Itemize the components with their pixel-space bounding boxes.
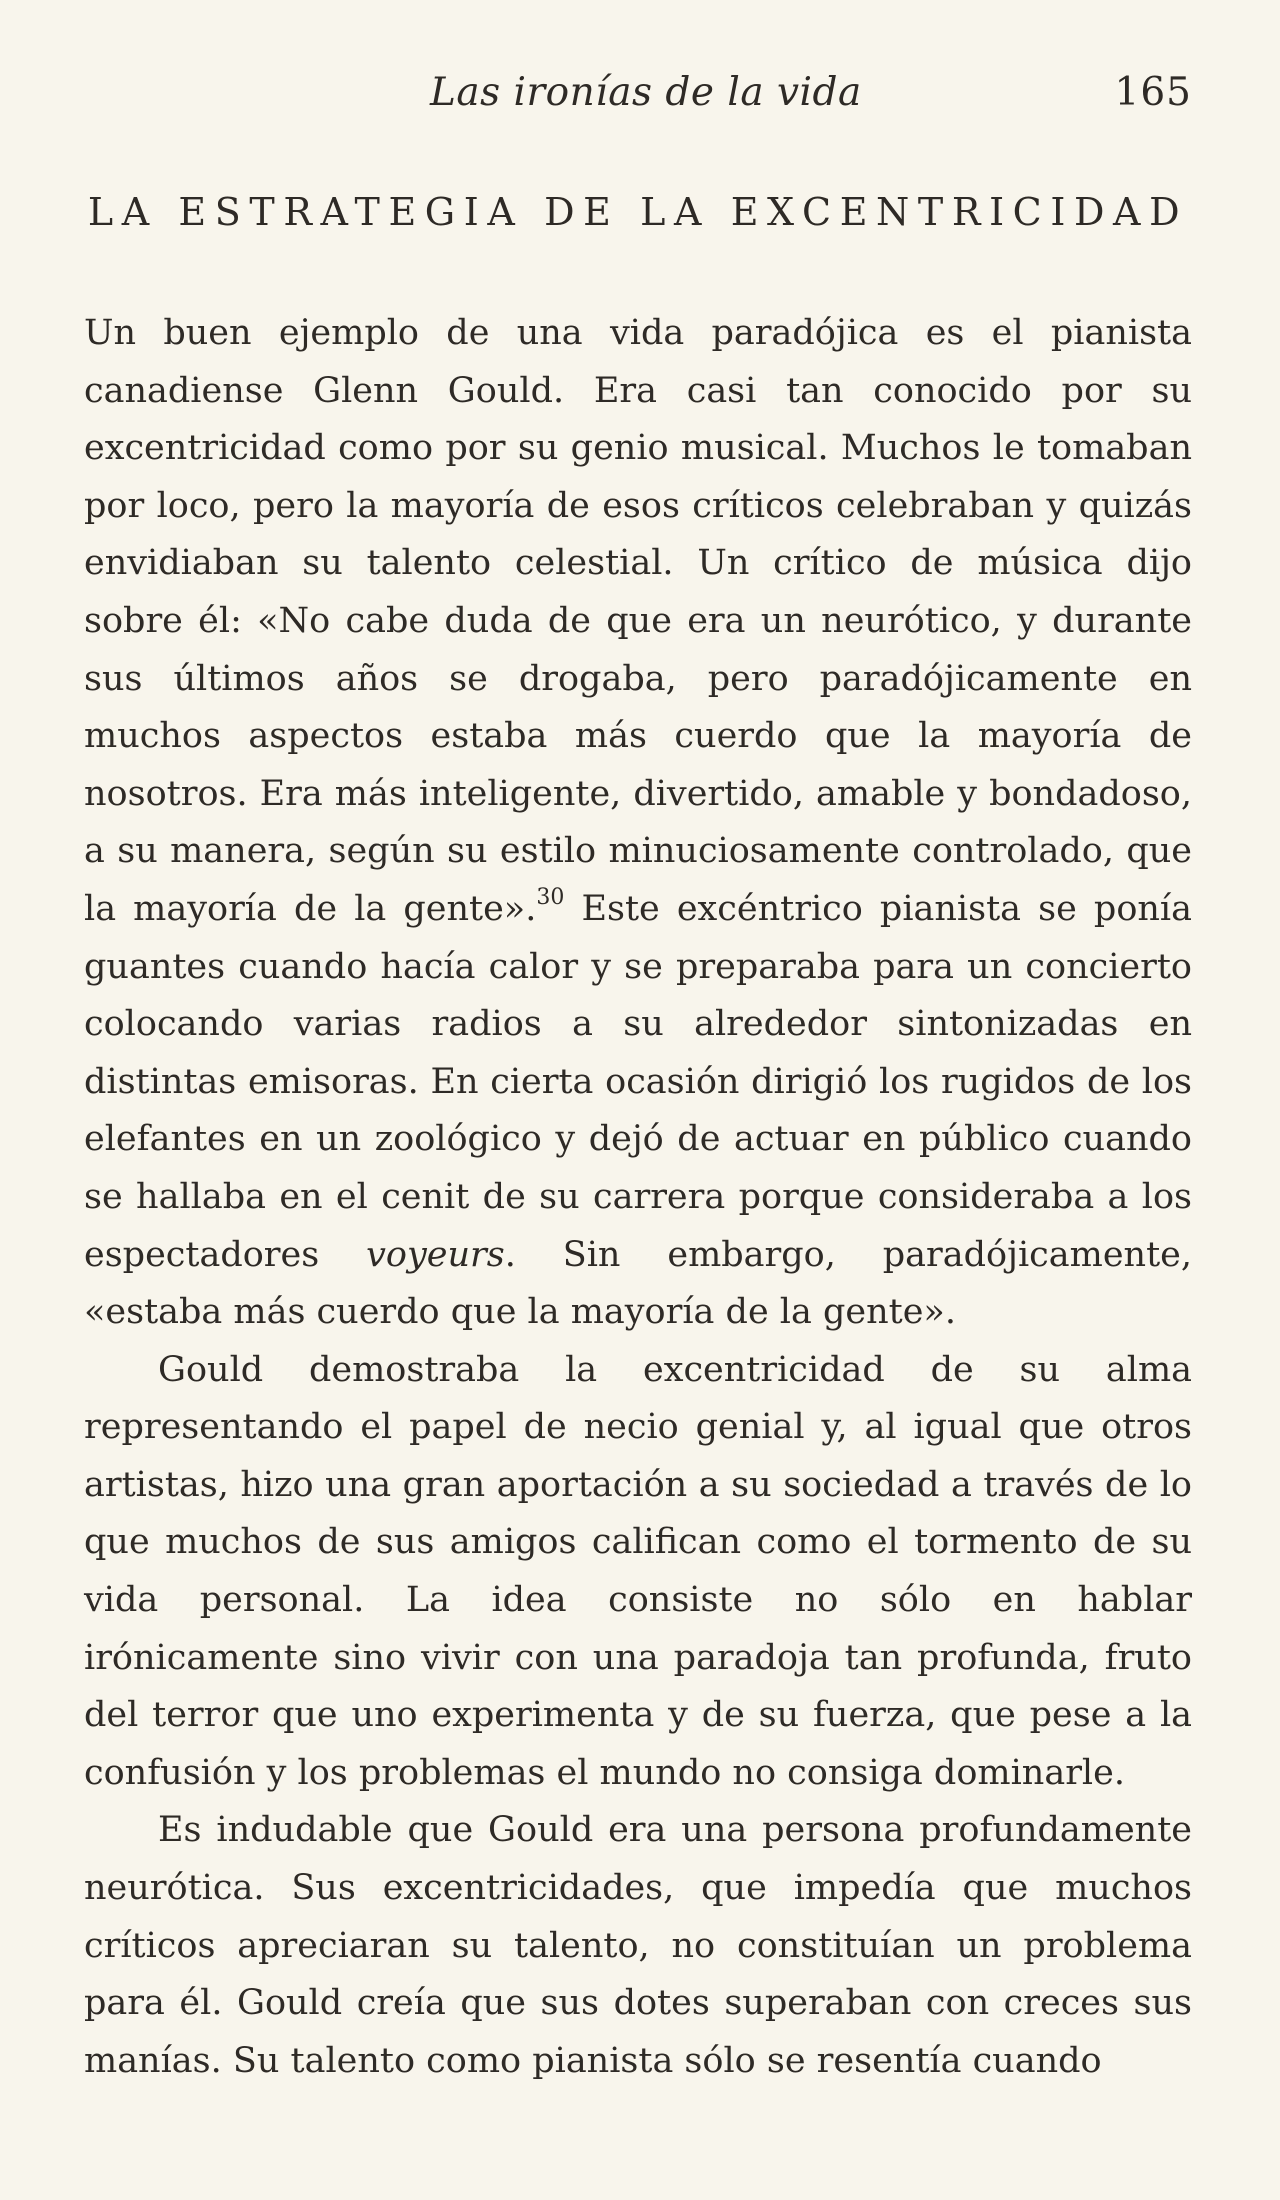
body-text (84, 305, 1192, 2090)
running-title: Las ironías de la vida (430, 70, 862, 115)
running-head (84, 70, 1192, 130)
paragraph-2: Gould demostraba la excentricidad de su alma representando el papel de necio genial y, al igual que otros artistas, hizo una gran aportación a su sociedad a través de lo que muchos de sus amigos califican como el tormento de su vida personal. La idea consiste no sólo en hablar irónicamente sino vivir con una paradoja tan profunda, fruto del terror que uno experimenta y de su fuerza, que pese a la confusión y los problemas el mundo no consiga dominarle. (84, 1349, 1192, 1793)
paragraph-1-part-a: Un buen ejemplo de una vida paradójica es el pianista canadiense Glenn Gould. Era casi tan conocido por su excentricidad como por su genio musical. Muchos le tomaban por loco, pero la mayoría de esos críticos celebraban y quizás envidiaban su talento celestial. Un crítico de música dijo sobre él: «No cabe duda de que era un neurótico, y durante sus últimos años se drogaba, pero paradójicamente en muchos aspectos estaba más cuerdo que la mayoría de nosotros. Era más inteligente, divertido, amable y bondadoso, a su manera, según su estilo minuciosamente controlado, que la mayoría de la gente». (84, 313, 1192, 929)
paragraph-1-part-b: Este excéntrico pianista se ponía guantes cuando hacía calor y se preparaba para un concierto colocando varias radios a su alrededor sintonizadas en distintas emisoras. En cierta ocasión dirigió los rugidos de los elefantes en un zoológico y dejó de actuar en público cuando se hallaba en el cenit de su carrera porque consideraba a los espectadores (84, 888, 1192, 1275)
paragraph-3: Es indudable que Gould era una persona profundamente neurótica. Sus excentricidades, que impedía que muchos críticos apreciaran su talento, no constituían un problema para él. Gould creía que sus dotes superaban con creces sus manías. Su talento como pianista sólo se resentía cuando (84, 1810, 1192, 2081)
paragraph-1 (84, 305, 1192, 1342)
italic-word: voyeurs (366, 1234, 505, 1275)
footnote-reference: 30 (536, 884, 565, 910)
page-number: 165 (1114, 70, 1192, 115)
section-heading: LA ESTRATEGIA DE LA EXCENTRICIDAD (87, 190, 1189, 234)
paragraph-1-part-c: . Sin embargo, paradójicamente, «estaba más cuerdo que la mayoría de la gente». (84, 1234, 1192, 1333)
